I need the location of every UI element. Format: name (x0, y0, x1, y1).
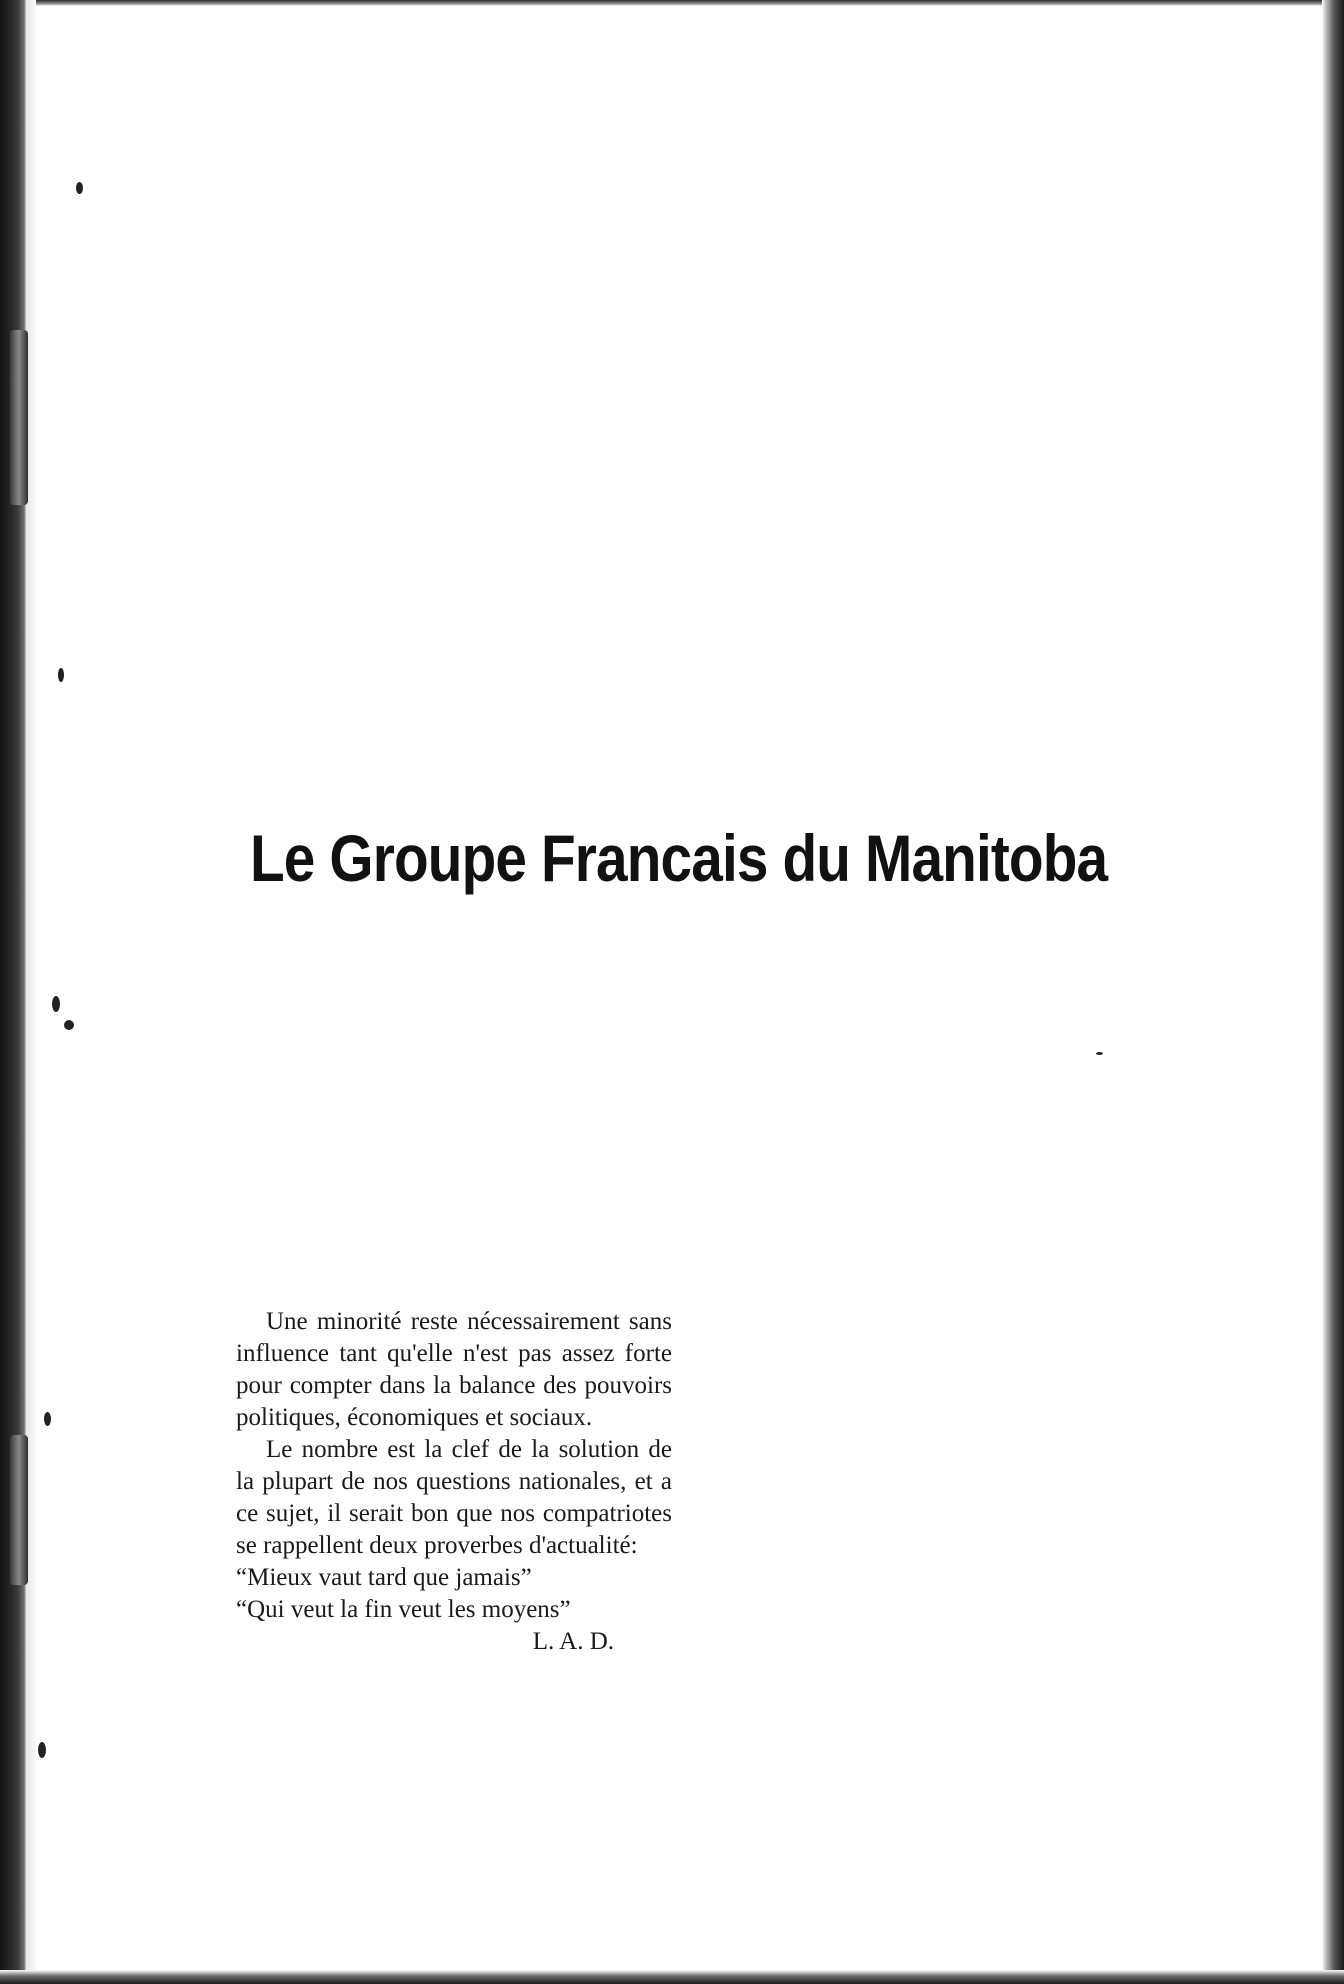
epigraph (236, 1306, 672, 1658)
margin-speck (52, 996, 60, 1012)
epigraph-paragraph-1: Une minorité reste nécessairement sans influence tant qu'elle n'est pas assez forte pour compter dans la balance des pouvoirs politiques, économiques et sociaux. (236, 1308, 672, 1431)
binding-clip-lower (10, 1435, 28, 1585)
margin-speck (1096, 1052, 1103, 1055)
proverb-line-2: “Qui veut la fin veut les moyens” (236, 1596, 571, 1623)
scan-edge-top (0, 0, 1344, 6)
margin-speck (38, 1742, 46, 1758)
margin-speck (58, 668, 64, 682)
binding-clip-upper (10, 330, 28, 505)
epigraph-paragraph-2: Le nombre est la clef de la solution de la plupart de nos questions nationales, et a ce sujet, il serait bon que nos compatriotes se rappellent deux proverbes d'actualité: (236, 1436, 672, 1559)
page-gutter (26, 0, 36, 1984)
scan-edge-bottom (0, 1970, 1344, 1984)
signature: L. A. D. (532, 1628, 614, 1655)
margin-speck (64, 1020, 74, 1030)
margin-speck (44, 1412, 51, 1426)
page-title: Le Groupe Francais du Manitoba (250, 821, 1108, 895)
margin-speck (76, 182, 83, 194)
proverb-line-1: “Mieux vaut tard que jamais” (236, 1564, 532, 1591)
scan-edge-left (0, 0, 26, 1984)
scan-edge-right (1322, 0, 1344, 1984)
